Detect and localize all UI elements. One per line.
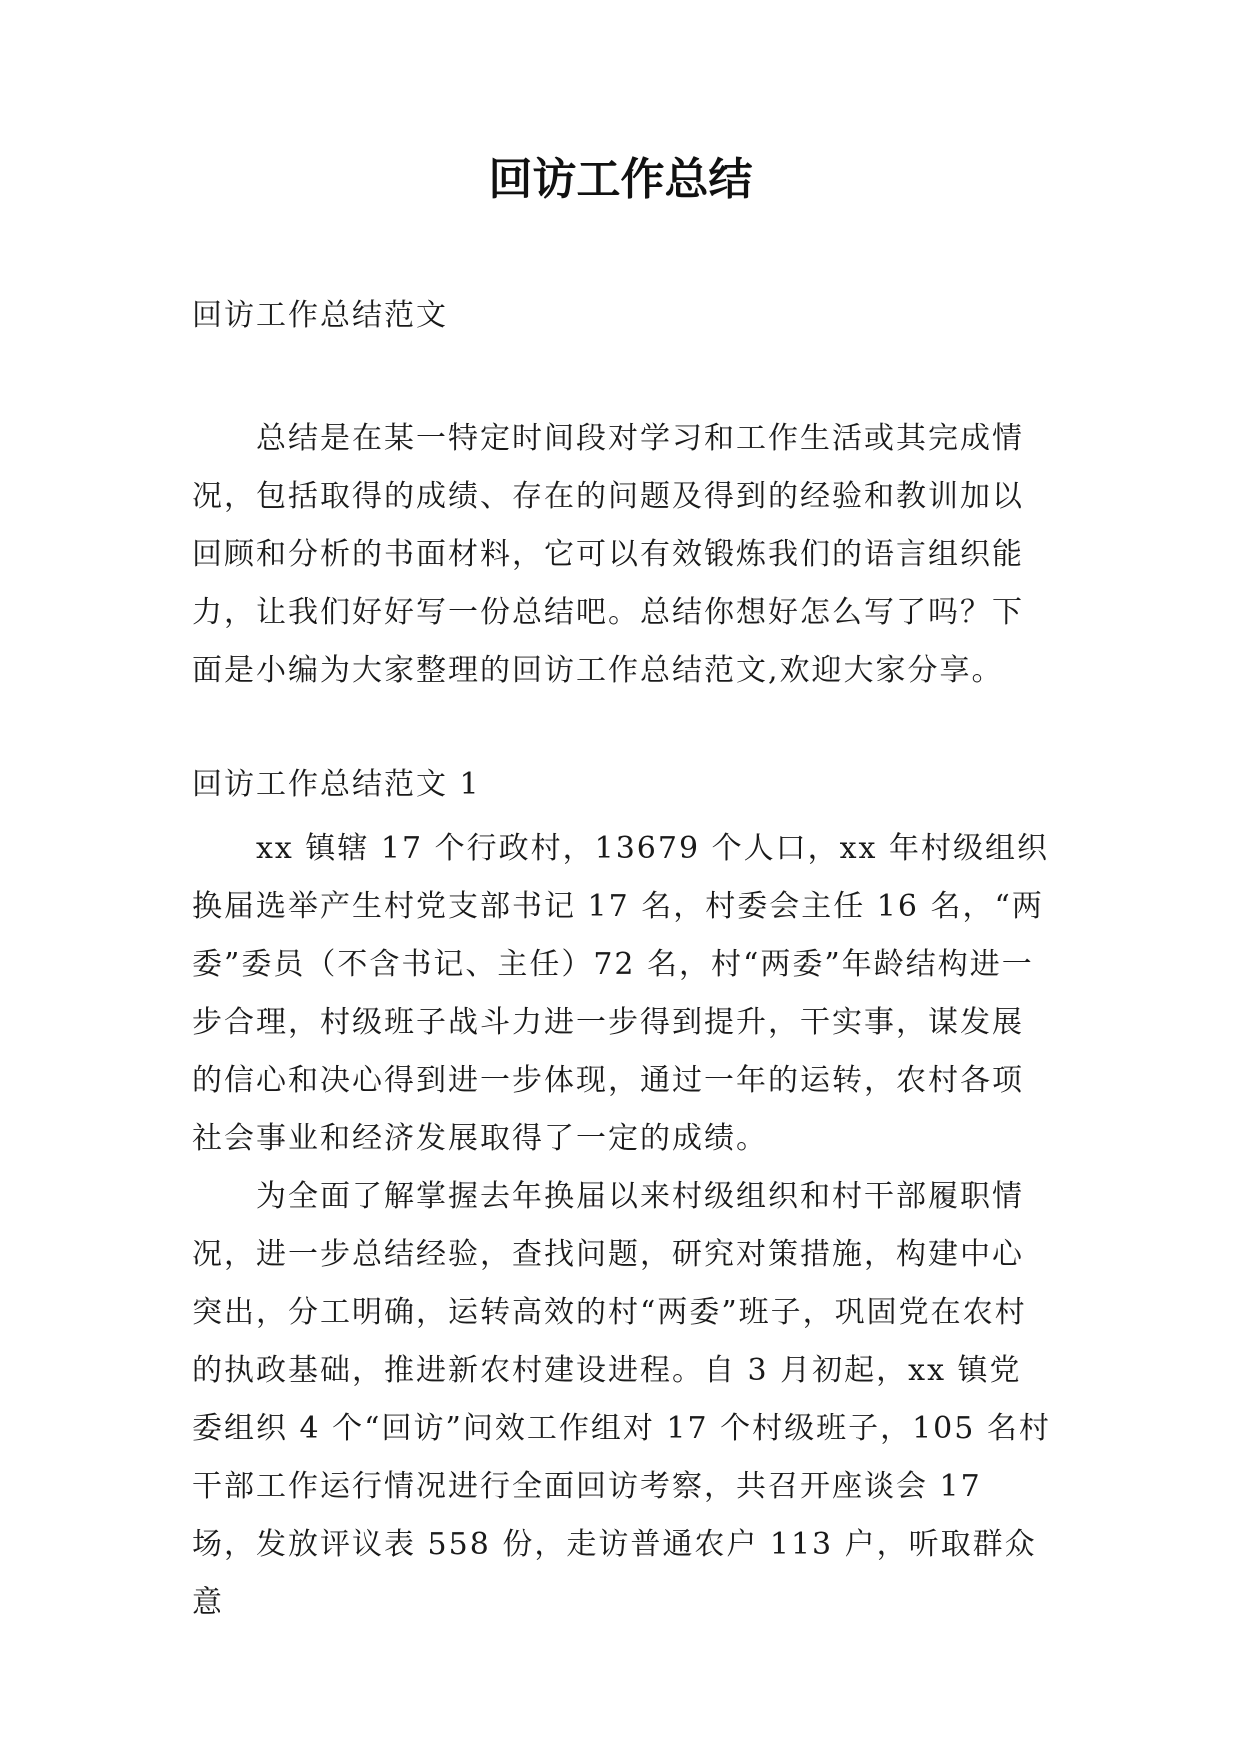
body-paragraph: 为全面了解掌握去年换届以来村级组织和村干部履职情况，进一步总结经验，查找问题，研究对策措施，构建中心突出，分工明确，运转高效的村“两委”班子，巩固党在农村的执政基础，推进新农村建设进程。自 3 月初起，xx 镇党委组织 4 个“回访”问效工作组对 17 个村级班子，105 名村干部工作运行情况进行全面回访考察，共召开座谈会 17 场，发放评议表 558 份，走访普通农户 113 户，听取群众意 [192,1179,1051,1620]
intro-paragraph: 总结是在某一特定时间段对学习和工作生活或其完成情况，包括取得的成绩、存在的问题及得到的经验和教训加以回顾和分析的书面材料，它可以有效锻炼我们的语言组织能力，让我们好好写一份总结吧。总结你想好怎么写了吗？下面是小编为大家整理的回访工作总结范文,欢迎大家分享。 [192,421,1024,688]
section-heading: 回访工作总结范文 1 [192,767,481,802]
body-paragraph: xx 镇辖 17 个行政村，13679 个人口，xx 年村级组织换届选举产生村党支部书记 17 名，村委会主任 16 名，“两委”委员（不含书记、主任）72 名，村“两委”年龄结构进一步合理，村级班子战斗力进一步得到提升，干实事，谋发展的信心和决心得到进一步体现，通过一年的运转，农村各项社会事业和经济发展取得了一定的成绩。 [192,831,1049,1156]
document-subtitle: 回访工作总结范文 [192,298,448,333]
document-title: 回访工作总结 [488,154,753,205]
